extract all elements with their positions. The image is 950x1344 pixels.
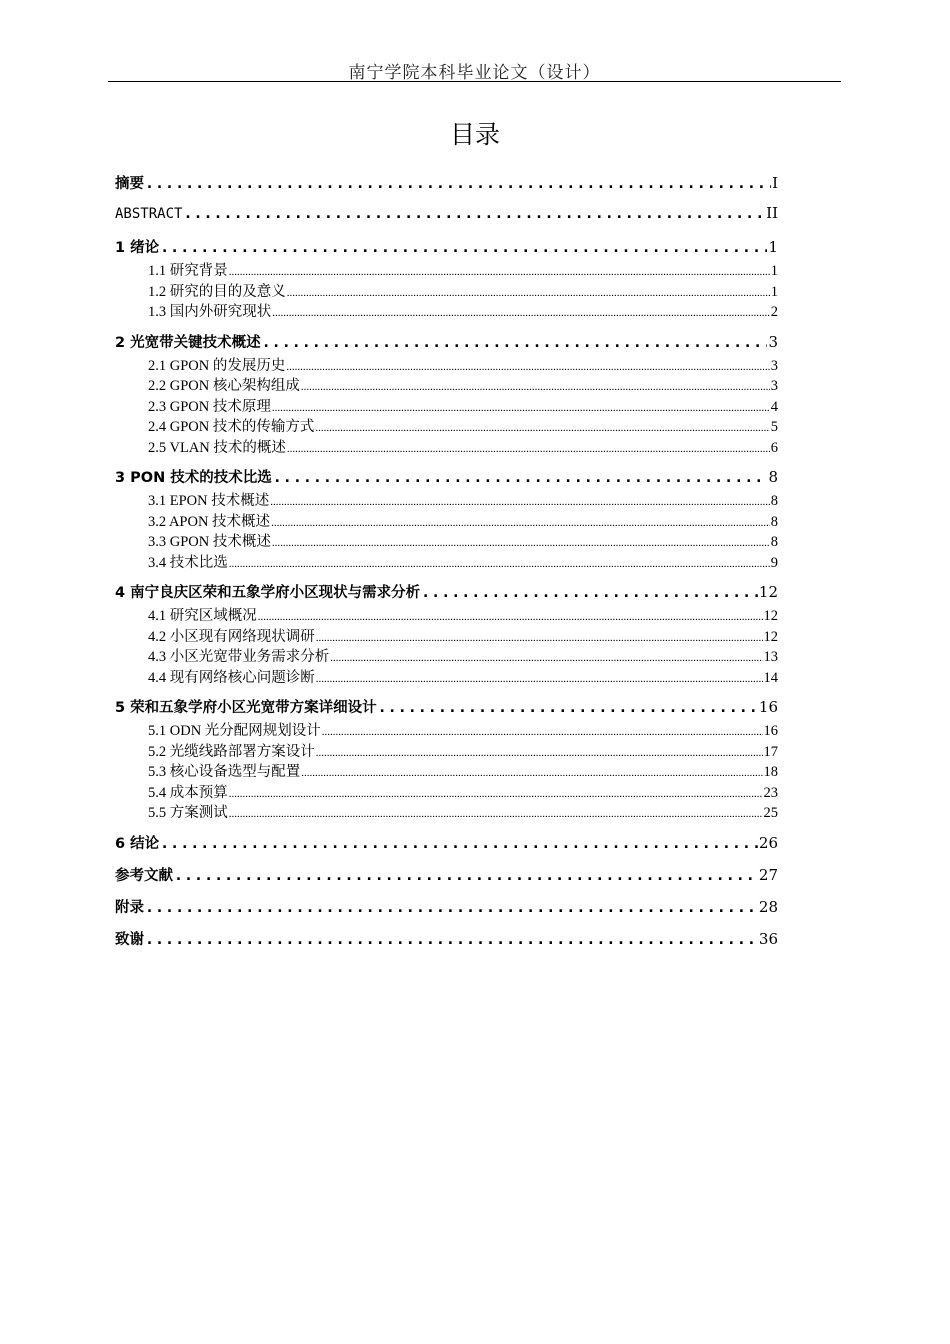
toc-dot-leader xyxy=(322,723,763,740)
toc-entry[interactable] xyxy=(115,530,778,551)
toc-entry-label: 4.3 小区光宽带业务需求分析 xyxy=(148,649,330,665)
toc-entry-label: 2.4 GPON 技术的传输方式 xyxy=(148,419,315,435)
toc-entry[interactable] xyxy=(115,466,778,488)
toc-entry-label: ABSTRACT xyxy=(115,206,183,222)
toc-entry-page: 17 xyxy=(763,743,778,760)
toc-entry-page: 4 xyxy=(770,398,778,415)
toc-dot-leader xyxy=(287,440,770,457)
toc-entry[interactable] xyxy=(115,864,778,886)
toc-entry-page: 23 xyxy=(763,784,778,801)
toc-entry[interactable] xyxy=(115,415,778,436)
toc-entry-label: 6 结论 xyxy=(115,835,160,852)
toc-entry-label: 2.3 GPON 技术原理 xyxy=(148,398,271,415)
toc-dot-leader xyxy=(258,608,763,625)
toc-entry[interactable] xyxy=(115,696,778,718)
toc-dot-leader xyxy=(160,834,758,852)
toc-dot-leader xyxy=(287,284,770,301)
toc-dot-leader xyxy=(270,493,770,510)
toc-entry[interactable] xyxy=(115,928,778,950)
toc-entry-label: 附录 xyxy=(115,899,144,916)
toc-dot-leader xyxy=(315,419,769,436)
toc-entry-label: 1.3 国内外研究现状 xyxy=(148,304,272,320)
toc-entry-page: 12 xyxy=(763,608,778,624)
toc-entry-label: 4.4 现有网络核心问题诊断 xyxy=(148,669,315,686)
toc-entry-page: 5 xyxy=(770,419,778,435)
toc-dot-leader xyxy=(229,805,763,822)
toc-entry-page: 12 xyxy=(763,628,778,645)
toc-entry-page: 13 xyxy=(763,649,778,665)
toc-entry-page: 28 xyxy=(758,897,778,916)
toc-dot-leader xyxy=(272,399,770,416)
toc-entry-page: 12 xyxy=(758,583,778,601)
toc-dot-leader xyxy=(174,866,758,884)
header-rule xyxy=(108,81,841,82)
toc-dot-leader xyxy=(262,333,768,351)
toc-entry-label: 5.4 成本预算 xyxy=(148,784,228,801)
toc-dot-leader xyxy=(301,764,762,781)
toc-entry[interactable] xyxy=(115,204,778,226)
toc-entry[interactable] xyxy=(115,781,778,802)
toc-entry[interactable] xyxy=(115,581,778,603)
toc-entry-label: 3.3 GPON 技术概述 xyxy=(148,534,271,550)
toc-entry[interactable] xyxy=(115,436,778,457)
toc-dot-leader xyxy=(145,898,758,916)
toc-entry[interactable] xyxy=(115,259,778,280)
toc-entry-page: 8 xyxy=(770,534,778,550)
toc-dot-leader xyxy=(301,378,770,395)
toc-entry[interactable] xyxy=(115,625,778,646)
toc-entry[interactable] xyxy=(115,300,778,321)
toc-dot-leader xyxy=(183,204,765,222)
toc-entry[interactable] xyxy=(115,896,778,918)
toc-entry-page: 25 xyxy=(763,805,778,821)
toc-dot-leader xyxy=(378,698,758,716)
toc-entry-label: 2.1 GPON 的发展历史 xyxy=(148,357,286,374)
toc-entry-page: 1 xyxy=(768,238,778,256)
toc-dot-leader xyxy=(271,514,770,531)
toc-entry-label: 2.2 GPON 核心架构组成 xyxy=(148,378,300,394)
toc-entry[interactable] xyxy=(115,280,778,301)
toc-dot-leader xyxy=(286,358,769,375)
toc-entry-label: 5.2 光缆线路部署方案设计 xyxy=(148,743,315,760)
toc-entry-label: 摘要 xyxy=(115,176,144,192)
toc-entry[interactable] xyxy=(115,760,778,781)
toc-entry-page: 18 xyxy=(763,764,778,780)
toc-entry-page: 8 xyxy=(770,513,778,530)
toc-entry-label: 5.3 核心设备选型与配置 xyxy=(148,764,301,780)
toc-dot-leader xyxy=(229,785,763,802)
table-of-contents xyxy=(115,172,778,950)
toc-dot-leader xyxy=(316,670,763,687)
toc-entry[interactable] xyxy=(115,666,778,687)
toc-dot-leader xyxy=(316,744,763,761)
toc-entry-page: 9 xyxy=(770,554,778,571)
toc-entry-label: 致谢 xyxy=(115,931,144,948)
toc-entry-label: 1.1 研究背景 xyxy=(148,263,228,279)
toc-entry-page: 2 xyxy=(770,304,778,320)
toc-title: 目录 xyxy=(449,120,500,149)
toc-dot-leader xyxy=(273,468,768,486)
toc-entry-page: 14 xyxy=(763,669,778,686)
toc-entry-label: 3.4 技术比选 xyxy=(148,554,228,571)
toc-entry-label: 4 南宁良庆区荣和五象学府小区现状与需求分析 xyxy=(115,585,421,601)
toc-entry-label: 5.1 ODN 光分配网规划设计 xyxy=(148,723,321,739)
toc-entry-label: 5 荣和五象学府小区光宽带方案详细设计 xyxy=(115,700,377,716)
toc-entry-label: 参考文献 xyxy=(115,867,173,884)
toc-entry[interactable] xyxy=(115,645,778,666)
toc-entry-page: 1 xyxy=(770,283,778,300)
toc-entry[interactable] xyxy=(115,740,778,761)
toc-entry-label: 5.5 方案测试 xyxy=(148,805,228,821)
toc-entry-page: 3 xyxy=(770,378,778,394)
toc-entry-page: 27 xyxy=(758,865,778,884)
toc-dot-leader xyxy=(145,930,758,948)
toc-dot-leader xyxy=(229,555,770,572)
toc-entry-page: I xyxy=(772,174,778,192)
toc-dot-leader xyxy=(272,534,770,551)
toc-entry[interactable] xyxy=(115,331,778,353)
toc-entry[interactable] xyxy=(115,172,778,194)
toc-entry-page: 6 xyxy=(770,439,778,456)
toc-entry-label: 2 光宽带关键技术概述 xyxy=(115,334,261,351)
toc-entry-label: 3.2 APON 技术概述 xyxy=(148,513,271,530)
toc-entry-page: 1 xyxy=(770,263,778,279)
toc-entry[interactable] xyxy=(115,236,778,258)
toc-entry-page: II xyxy=(766,204,778,222)
toc-entry[interactable] xyxy=(115,354,778,375)
toc-entry[interactable] xyxy=(115,374,778,395)
toc-entry[interactable] xyxy=(115,551,778,572)
toc-entry[interactable] xyxy=(115,510,778,531)
toc-entry-page: 36 xyxy=(758,929,778,948)
toc-entry[interactable] xyxy=(115,832,778,854)
toc-dot-leader xyxy=(330,649,762,666)
toc-entry-label: 1 绪论 xyxy=(115,240,160,256)
toc-entry-page: 8 xyxy=(768,468,778,486)
toc-dot-leader xyxy=(316,629,763,646)
toc-entry-label: 2.5 VLAN 技术的概述 xyxy=(148,439,286,456)
toc-dot-leader xyxy=(272,304,770,321)
page-header: 南宁学院本科毕业论文（设计） xyxy=(348,63,601,83)
toc-entry-page: 3 xyxy=(768,332,778,351)
toc-entry-label: 1.2 研究的目的及意义 xyxy=(148,283,286,300)
toc-dot-leader xyxy=(421,583,758,601)
toc-entry[interactable] xyxy=(115,719,778,740)
toc-entry[interactable] xyxy=(115,489,778,510)
toc-entry-page: 16 xyxy=(763,723,778,739)
toc-entry-page: 26 xyxy=(758,833,778,852)
toc-entry[interactable] xyxy=(115,395,778,416)
toc-dot-leader xyxy=(145,174,771,192)
toc-entry-label: 4.1 研究区域概况 xyxy=(148,608,257,624)
toc-dot-leader xyxy=(160,238,767,256)
toc-entry-label: 3 PON 技术的技术比选 xyxy=(115,470,272,486)
toc-entry-page: 8 xyxy=(770,493,778,509)
toc-entry[interactable] xyxy=(115,801,778,822)
toc-entry-page: 16 xyxy=(758,698,778,716)
toc-entry-label: 4.2 小区现有网络现状调研 xyxy=(148,628,315,645)
toc-entry-label: 3.1 EPON 技术概述 xyxy=(148,493,270,509)
toc-entry[interactable] xyxy=(115,604,778,625)
toc-entry-page: 3 xyxy=(770,357,778,374)
toc-dot-leader xyxy=(229,263,770,280)
